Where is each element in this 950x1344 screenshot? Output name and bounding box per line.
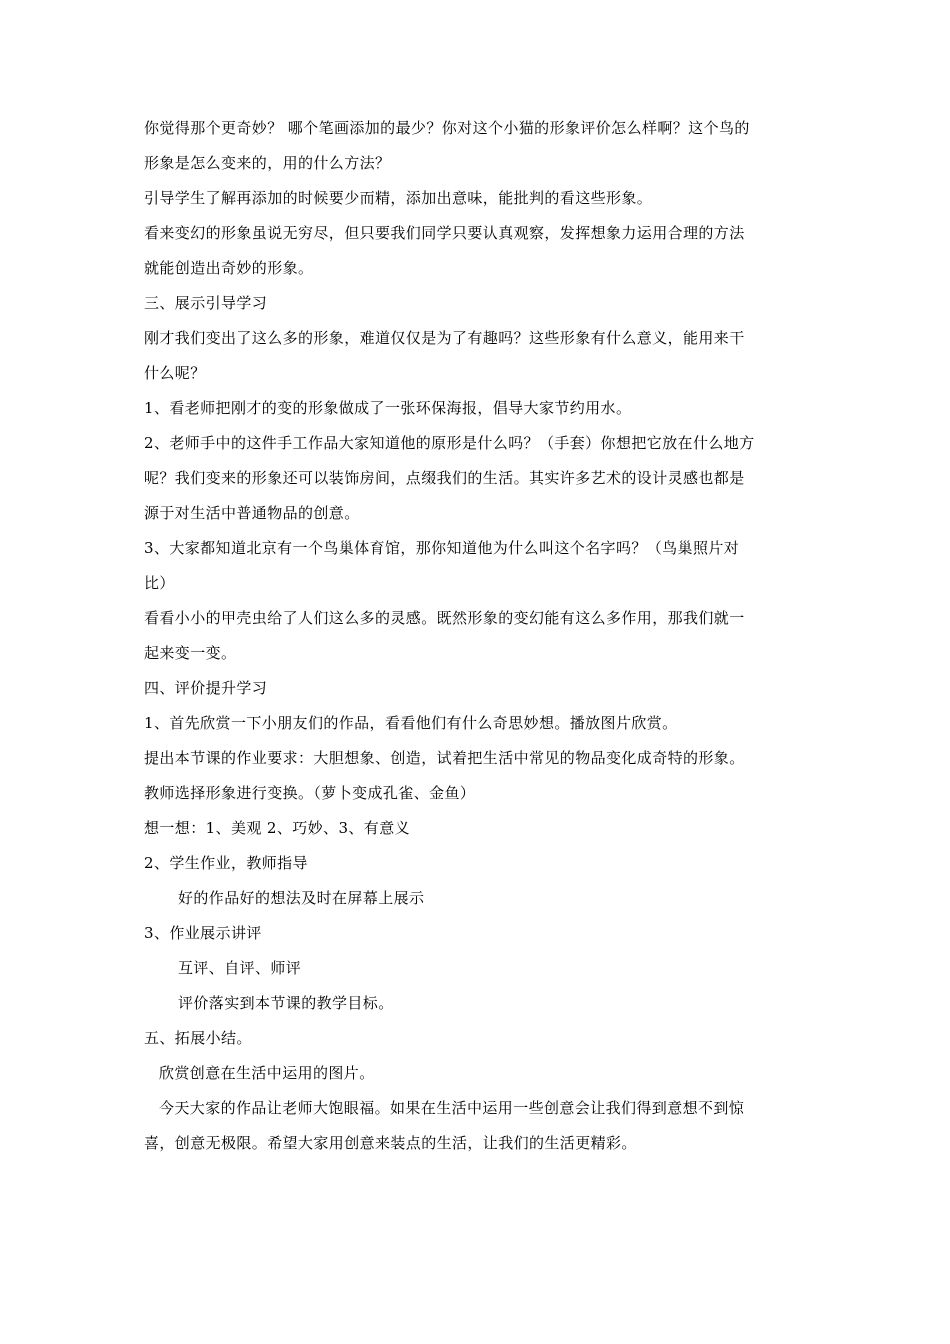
- text-line: 好的作品好的想法及时在屏幕上展示: [178, 889, 425, 907]
- text-line: 就能创造出奇妙的形象。: [144, 259, 314, 277]
- text-line: 源于对生活中普通物品的创意。: [144, 504, 360, 522]
- text-line: 1、看老师把刚才的变的形象做成了一张环保海报，倡导大家节约用水。: [144, 399, 632, 417]
- text-line: 教师选择形象进行变换。（萝卜变成孔雀、金鱼）: [144, 784, 476, 802]
- text-line: 呢？我们变来的形象还可以装饰房间，点缀我们的生活。其实许多艺术的设计灵感也都是: [144, 469, 745, 487]
- text-line: 1、首先欣赏一下小朋友们的作品，看看他们有什么奇思妙想。播放图片欣赏。: [144, 714, 678, 732]
- text-line: 想一想：1、美观 2、巧妙、3、有意义: [144, 819, 410, 837]
- text-line: 看来变幻的形象虽说无穷尽，但只要我们同学只要认真观察，发挥想象力运用合理的方法: [144, 224, 745, 242]
- text-line: 2、学生作业，教师指导: [144, 854, 308, 872]
- text-line: 起来变一变。: [144, 644, 237, 662]
- text-line: 比）: [144, 574, 175, 592]
- text-line: 评价落实到本节课的教学目标。: [178, 994, 394, 1012]
- text-line: 喜，创意无极限。希望大家用创意来装点的生活，让我们的生活更精彩。: [144, 1134, 637, 1152]
- text-line: 刚才我们变出了这么多的形象，难道仅仅是为了有趣吗？这些形象有什么意义，能用来干: [144, 329, 745, 347]
- text-line: 形象是怎么变来的，用的什么方法？: [144, 154, 391, 172]
- text-line: 你觉得那个更奇妙？ 哪个笔画添加的最少？你对这个小猫的形象评价怎么样啊？这个鸟的: [144, 119, 750, 137]
- text-line: 欣赏创意在生活中运用的图片。: [159, 1064, 375, 1082]
- text-line: 2、老师手中的这件手工作品大家知道他的原形是什么吗？（手套）你想把它放在什么地方: [144, 434, 755, 452]
- text-line: 3、作业展示讲评: [144, 924, 262, 942]
- text-line: 提出本节课的作业要求：大胆想象、创造，试着把生活中常见的物品变化成奇特的形象。: [144, 749, 745, 767]
- text-line: 3、大家都知道北京有一个鸟巢体育馆，那你知道他为什么叫这个名字吗？（鸟巢照片对: [144, 539, 740, 557]
- text-line: 看看小小的甲壳虫给了人们这么多的灵感。既然形象的变幻能有这么多作用，那我们就一: [144, 609, 745, 627]
- text-line: 什么呢？: [144, 364, 206, 382]
- text-line: 互评、自评、师评: [178, 959, 302, 977]
- text-line: 引导学生了解再添加的时候要少而精，添加出意味，能批判的看这些形象。: [144, 189, 653, 207]
- section-heading: 四、评价提升学习: [144, 679, 268, 697]
- section-heading: 三、展示引导学习: [144, 294, 268, 312]
- text-line: 今天大家的作品让老师大饱眼福。如果在生活中运用一些创意会让我们得到意想不到惊: [159, 1099, 745, 1117]
- section-heading: 五、拓展小结。: [144, 1029, 252, 1047]
